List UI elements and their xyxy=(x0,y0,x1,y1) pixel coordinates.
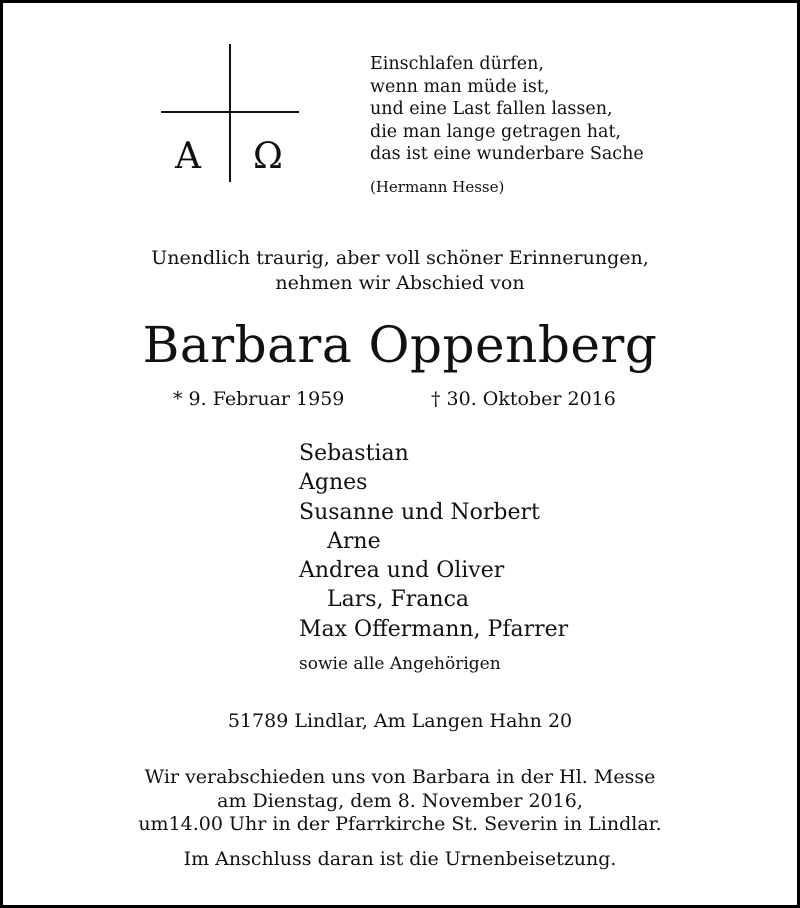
mourners-list xyxy=(299,439,568,644)
relatives-note: sowie alle Angehörigen xyxy=(299,654,501,674)
burial-note: Im Anschluss daran ist die Urnenbeisetzung. xyxy=(183,848,617,870)
address: 51789 Lindlar, Am Langen Hahn 20 xyxy=(227,710,573,732)
alpha-symbol: A xyxy=(175,136,201,177)
mourner-name: Lars, Franca xyxy=(327,587,470,613)
service-line: Wir verabschieden uns von Barbara in der Hl. Messe xyxy=(144,766,656,788)
poem xyxy=(370,53,644,166)
mourner-name: Arne xyxy=(327,528,381,554)
intro-text xyxy=(3,246,797,296)
poem-author: (Hermann Hesse) xyxy=(370,178,505,196)
poem-line: wenn man müde ist, xyxy=(370,76,550,97)
birth-date: * 9. Februar 1959 xyxy=(173,388,345,410)
mourner-name: Susanne und Norbert xyxy=(299,499,540,525)
poem-line: die man lange getragen hat, xyxy=(370,121,622,142)
service-line: am Dienstag, dem 8. November 2016, xyxy=(217,789,583,812)
mourner-name: Andrea und Oliver xyxy=(299,558,505,584)
deceased-name: Barbara Oppenberg xyxy=(142,316,658,374)
cross-vertical-bar xyxy=(229,44,231,182)
intro-line: nehmen wir Abschied von xyxy=(275,272,525,294)
mourner-name: Agnes xyxy=(299,470,368,496)
service-line: um14.00 Uhr in der Pfarrkirche St. Severin in Lindlar. xyxy=(138,813,662,835)
poem-line: und eine Last fallen lassen, xyxy=(370,99,613,119)
mourner-name: Max Offermann, Pfarrer xyxy=(299,616,569,642)
poem-line: Einschlafen dürfen, xyxy=(370,54,544,74)
service-info xyxy=(3,766,797,837)
death-date: † 30. Oktober 2016 xyxy=(431,388,616,410)
cross-horizontal-bar xyxy=(161,111,299,113)
mourner-name: Sebastian xyxy=(299,441,409,466)
intro-line: Unendlich traurig, aber voll schöner Erinnerungen, xyxy=(151,247,649,269)
poem-line: das ist eine wunderbare Sache xyxy=(370,144,644,164)
omega-symbol: Ω xyxy=(253,136,283,177)
